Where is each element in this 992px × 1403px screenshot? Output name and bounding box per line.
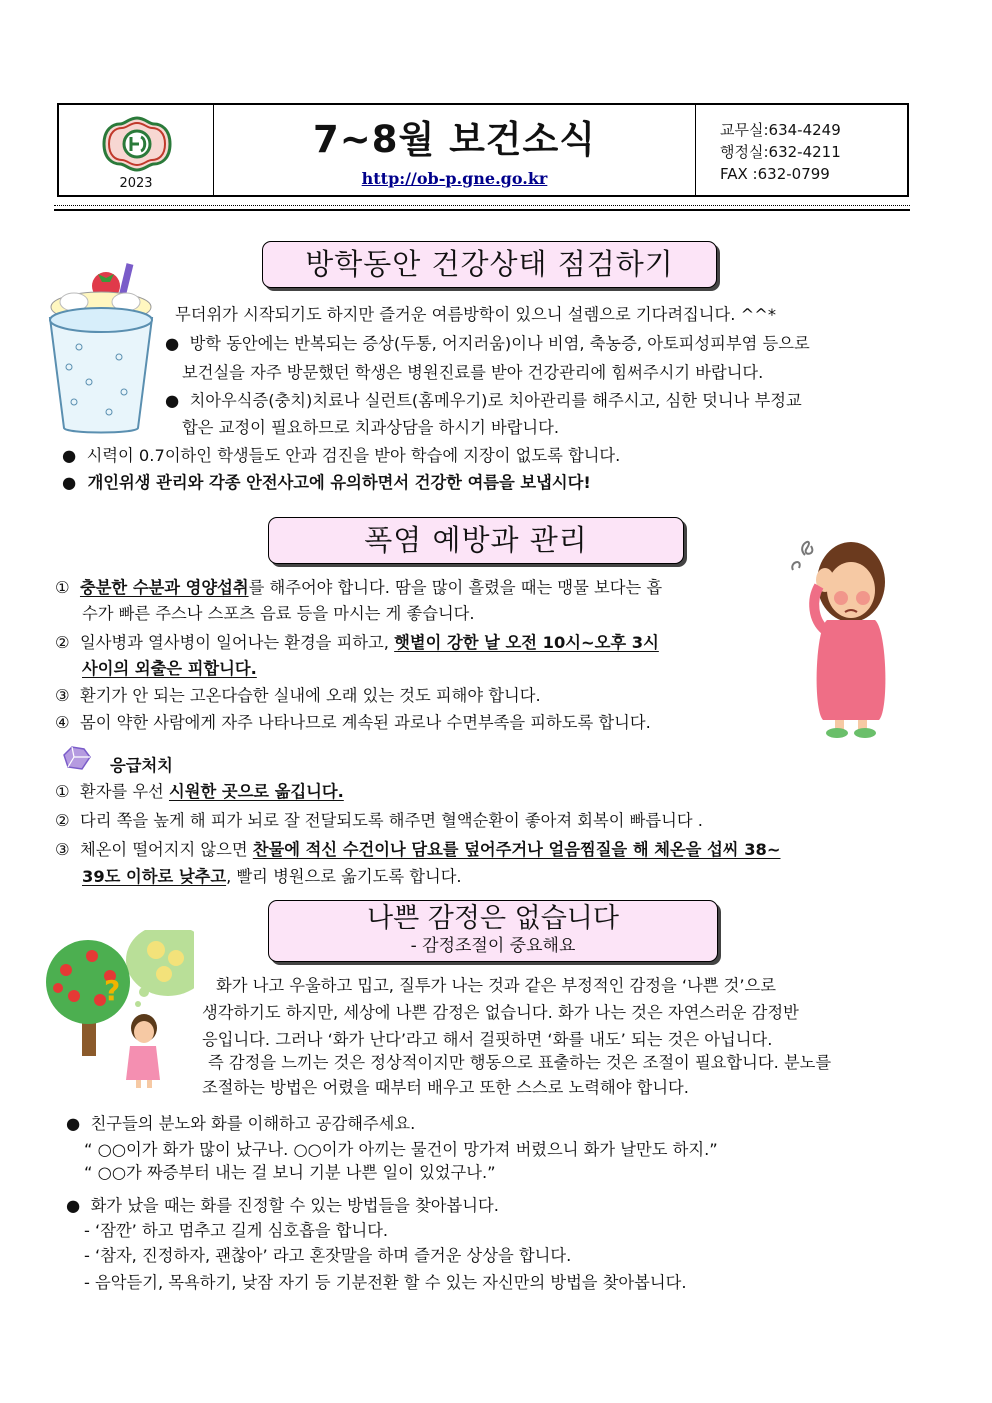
number-1-icon: ① [55, 578, 70, 597]
section-heading-heatwave: 폭염 예방과 관리 [268, 517, 684, 564]
list-item: ● 화가 났을 때는 화를 진정할 수 있는 방법들을 찾아봅니다. [66, 1196, 499, 1215]
emotion-paragraph: 응입니다. 그러나 ‘화가 난다’라고 해서 걸핏하면 ‘화를 내도’ 되는 것은 아닙니다. [202, 1030, 773, 1049]
section-heading-emotions [268, 900, 718, 962]
list-item: ② 일사병과 열사병이 일어나는 환경을 피하고, 햇볕이 강한 날 오전 10시~오후 3시 [55, 633, 659, 652]
tip-line: - ‘잠깐’ 하고 멈추고 길게 심호흡을 합니다. [84, 1221, 389, 1240]
number-3-icon: ③ [55, 686, 70, 705]
contact-fax: FAX :632-0799 [720, 165, 830, 183]
girl-apple-tree-icon [44, 930, 194, 1090]
dizzy-woman-icon [785, 520, 903, 740]
list-item: ① 환자를 우선 시원한 곳으로 옮깁니다. [55, 782, 344, 801]
bullet-icon: ● [62, 473, 77, 492]
newsletter-header [57, 103, 909, 197]
list-item: ● 시력이 0.7이하인 학생들도 안과 검진을 받아 학습에 지장이 없도록 합니다. [62, 446, 621, 465]
contact-cell [696, 105, 907, 195]
list-item: ① 충분한 수분과 영양섭취를 해주어야 합니다. 땀을 많이 흘렸을 때는 맹물 보다는 흡 [55, 578, 663, 597]
list-item: ③ 체온이 떨어지지 않으면 찬물에 적신 수건이나 담요를 덮어주거나 얼음찜질을 해 체온을 섭씨 38~ [55, 840, 781, 859]
bullet-icon: ● [66, 1196, 81, 1215]
list-item: ④ 몸이 약한 사람에게 자주 나타나므로 계속된 과로나 수면부족을 피하도록 합니다. [55, 713, 651, 732]
contact-admin: 행정실:632-4211 [720, 143, 841, 161]
number-2-icon: ② [55, 633, 70, 652]
number-4-icon: ④ [55, 713, 70, 732]
school-website-link[interactable]: http://ob-p.gne.go.kr [361, 169, 548, 188]
tip-line: - 음악듣기, 목욕하기, 낮잠 자기 등 기분전환 할 수 있는 자신만의 방법을 찾아봅니다. [84, 1273, 687, 1292]
quote-line: “ ○○이가 화가 많이 났구나. ○○이가 아끼는 물건이 망가져 버렸으니 화가 날만도 하지.” [84, 1140, 718, 1159]
title-cell [214, 105, 696, 195]
contact-office: 교무실:634-4249 [720, 121, 841, 139]
school-emblem-icon [101, 115, 173, 173]
divider-dotted [54, 205, 910, 206]
bullet-icon: ● [165, 334, 180, 353]
list-item-cont: 보건실을 자주 방문했던 학생은 병원진료를 받아 건강관리에 힘써주시기 바랍니다. [182, 363, 764, 382]
list-item-cont: 39도 이하로 낮추고, 빨리 병원으로 옮기도록 합니다. [82, 867, 462, 886]
list-item: ● 치아우식증(충치)치료나 실런트(홈메우기)로 치아관리를 해주시고, 심한 덧니나 부정교 [165, 391, 802, 410]
number-2-icon: ② [55, 811, 70, 830]
drink-cup-icon [44, 262, 159, 437]
emotion-paragraph: 생각하기도 하지만, 세상에 나쁜 감정은 없습니다. 화가 나는 것은 자연스러운 감정반 [202, 1003, 799, 1022]
section-title: 나쁜 감정은 없습니다 [367, 903, 619, 934]
bullet-icon: ● [62, 446, 77, 465]
list-item: ● 방학 동안에는 반복되는 증상(두통, 어지러움)이나 비염, 축농증, 아토피성피부염 등으로 [165, 334, 810, 353]
list-item: ③ 환기가 안 되는 고온다습한 실내에 오래 있는 것도 피해야 합니다. [55, 686, 541, 705]
svg-text:?: ? [104, 974, 121, 1007]
logo-cell [59, 105, 214, 195]
page-title: 7~8월 보건소식 [312, 118, 597, 161]
section-heading-vacation: 방학동안 건강상태 점검하기 [262, 241, 717, 288]
quote-line: “ ○○가 짜증부터 내는 걸 보니 기분 나쁜 일이 있었구나.” [84, 1163, 496, 1182]
list-item-cont: 수가 빠른 주스나 스포츠 음료 등을 마시는 게 좋습니다. [82, 604, 475, 623]
list-item-cont: 합은 교정이 필요하므로 치과상담을 하시기 바랍니다. [182, 418, 560, 437]
divider-solid [54, 209, 910, 211]
list-item-cont: 사이의 외출은 피합니다. [82, 659, 257, 678]
emotion-paragraph: 즉 감정을 느끼는 것은 정상적이지만 행동으로 표출하는 것은 조절이 필요합니다. 분노를 [208, 1053, 832, 1072]
first-aid-title: 응급처치 [110, 756, 173, 775]
gem-icon [60, 745, 92, 771]
emotion-paragraph: 조절하는 방법은 어렸을 때부터 배우고 또한 스스로 노력해야 합니다. [202, 1078, 689, 1097]
tip-line: - ‘참자, 진정하자, 괜찮아’ 라고 혼잣말을 하며 즐거운 상상을 합니다. [84, 1246, 572, 1265]
section-subtitle: - 감정조절이 중요해요 [410, 936, 576, 956]
number-1-icon: ① [55, 782, 70, 801]
number-3-icon: ③ [55, 840, 70, 859]
vacation-intro: 무더위가 시작되기도 하지만 즐거운 여름방학이 있으니 설렘으로 기다려집니다. ^^* [175, 305, 777, 324]
list-item: ● 친구들의 분노와 화를 이해하고 공감해주세요. [66, 1114, 416, 1133]
emotion-paragraph: 화가 나고 우울하고 밉고, 질투가 나는 것과 같은 부정적인 감정을 ‘나쁜 것’으로 [216, 976, 777, 995]
bullet-icon: ● [66, 1114, 81, 1133]
year-label: 2023 [119, 176, 153, 191]
bullet-icon: ● [165, 391, 180, 410]
list-item-bold: ● 개인위생 관리와 각종 안전사고에 유의하면서 건강한 여름을 보냅시다! [62, 473, 591, 492]
list-item: ② 다리 쪽을 높게 해 피가 뇌로 잘 전달되도록 해주면 혈액순환이 좋아져 회복이 빠릅니다 . [55, 811, 703, 830]
